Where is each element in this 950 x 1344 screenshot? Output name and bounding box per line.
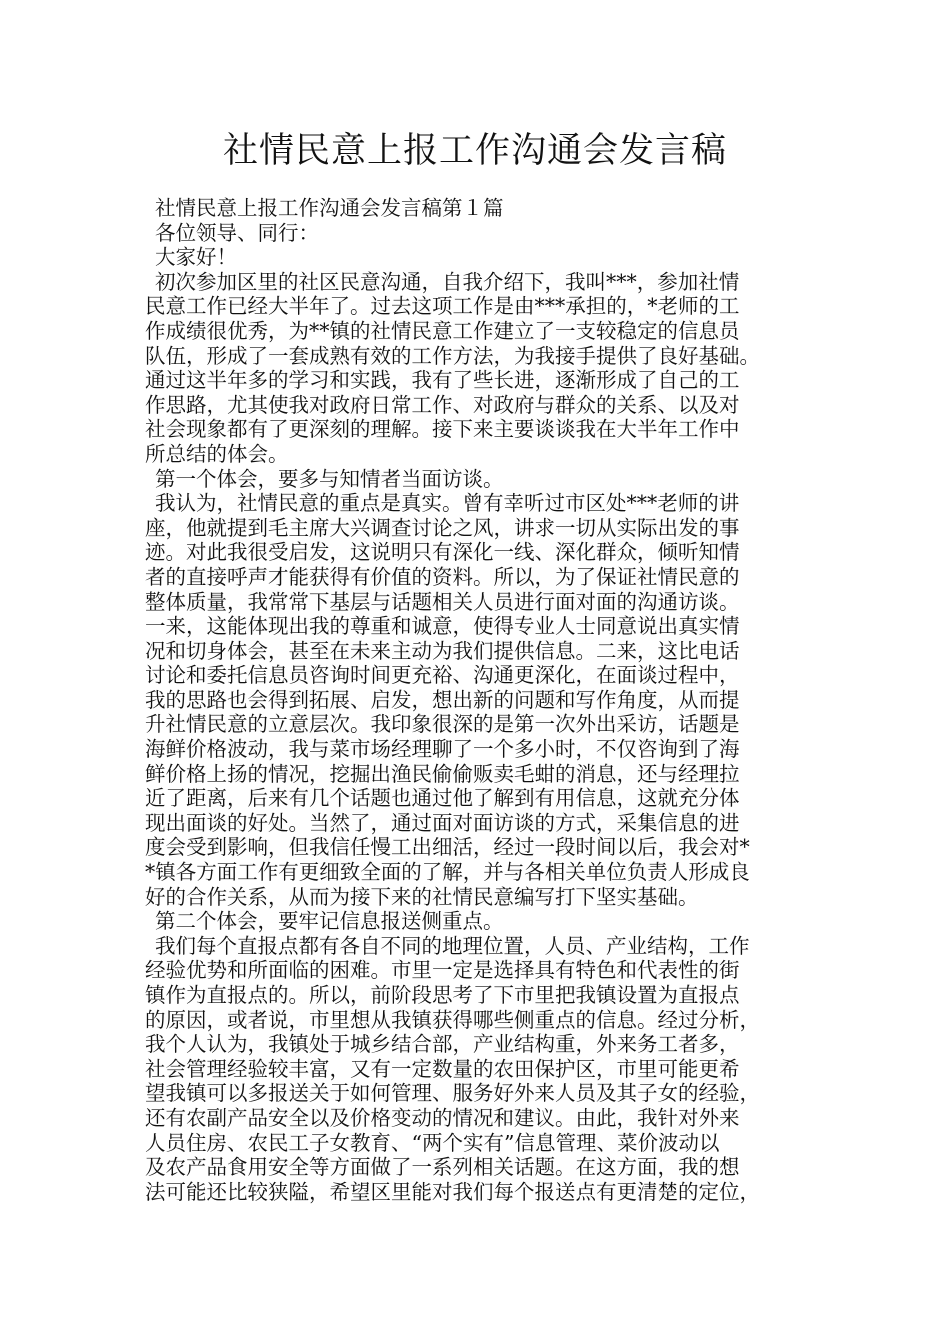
body-line: 初次参加区里的社区民意沟通，自我介绍下，我叫***，参加社情 — [155, 269, 740, 294]
document-title: 社情民意上报工作沟通会发言稿 — [222, 131, 727, 171]
body-line: 社会现象都有了更深刻的理解。接下来主要谈谈我在大半年工作中 — [145, 417, 740, 442]
body-line: 法可能还比较狭隘，希望区里能对我们每个报送点有更清楚的定位， — [145, 1179, 760, 1204]
body-line: 作思路，尤其使我对政府日常工作、对政府与群众的关系、以及对 — [145, 392, 740, 417]
body-line: 及农产品食用安全等方面做了一系列相关话题。在这方面，我的想 — [145, 1155, 740, 1180]
body-line: 我们每个直报点都有各自不同的地理位置，人员、产业结构，工作 — [155, 933, 750, 958]
body-line: 者的直接呼声才能获得有价值的资料。所以，为了保证社情民意的 — [145, 564, 740, 589]
body-line: 迹。对此我很受启发，这说明只有深化一线、深化群众，倾听知情 — [145, 540, 740, 565]
body-line: 队伍，形成了一套成熟有效的工作方法，为我接手提供了良好基础。 — [145, 343, 760, 368]
body-line: 升社情民意的立意层次。我印象很深的是第一次外出采访，话题是 — [145, 712, 740, 737]
body-line: 的原因，或者说，市里想从我镇获得哪些侧重点的信息。经过分析， — [145, 1007, 760, 1032]
body-line: 还有农副产品安全以及价格变动的情况和建议。由此，我针对外来 — [145, 1105, 740, 1130]
body-line: 度会受到影响，但我信任慢工出细活，经过一段时间以后，我会对* — [145, 835, 750, 860]
body-line: *镇各方面工作有更细致全面的了解，并与各相关单位负责人形成良 — [145, 860, 750, 885]
body-line: 一来，这能体现出我的尊重和诚意，使得专业人士同意说出真实情 — [145, 614, 740, 639]
body-line: 我认为，社情民意的重点是真实。曾有幸听过市区处***老师的讲 — [155, 491, 740, 516]
body-line: 镇作为直报点的。所以，前阶段思考了下市里把我镇设置为直报点 — [145, 983, 740, 1007]
body-line: 民意工作已经大半年了。过去这项工作是由***承担的，*老师的工 — [145, 294, 740, 319]
body-line: 我个人认为，我镇处于城乡结合部，产业结构重，外来务工者多， — [145, 1032, 740, 1057]
body-line: 第一个体会，要多与知情者当面访谈。 — [155, 466, 504, 491]
body-line: 大家好！ — [155, 245, 237, 270]
body-line: 作成绩很优秀，为**镇的社情民意工作建立了一支较稳定的信息员 — [145, 318, 740, 343]
body-line: 人员住房、农民工子女教育、“两个实有”信息管理、菜价波动以 — [145, 1130, 720, 1155]
body-line: 通过这半年多的学习和实践，我有了些长进，逐渐形成了自己的工 — [145, 368, 740, 393]
body-line: 好的合作关系，从而为接下来的社情民意编写打下坚实基础。 — [145, 884, 699, 909]
body-line: 况和切身体会，甚至在未来主动为我们提供信息。二来，这比电话 — [145, 638, 740, 663]
body-line: 鲜价格上扬的情况，挖掘出渔民偷偷贩卖毛蚶的消息，还与经理拉 — [145, 761, 740, 786]
body-line: 各位领导、同行： — [155, 220, 319, 245]
body-line: 社情民意上报工作沟通会发言稿第１篇 — [155, 196, 504, 220]
body-line: 讨论和委托信息员咨询时间更充裕、沟通更深化，在面谈过程中， — [145, 663, 740, 688]
body-line: 现出面谈的好处。当然了，通过面对面访谈的方式，采集信息的进 — [145, 810, 740, 835]
body-line: 社会管理经验较丰富，又有一定数量的农田保护区，市里可能更希 — [145, 1056, 740, 1081]
body-line: 整体质量，我常常下基层与话题相关人员进行面对面的沟通访谈。 — [145, 589, 740, 614]
body-line: 我的思路也会得到拓展、启发，想出新的问题和写作角度，从而提 — [145, 687, 740, 712]
body-line: 第二个体会，要牢记信息报送侧重点。 — [155, 909, 504, 934]
body-line: 望我镇可以多报送关于如何管理、服务好外来人员及其子女的经验， — [145, 1081, 760, 1106]
body-line: 近了距离，后来有几个话题也通过他了解到有用信息，这就充分体 — [145, 786, 740, 811]
document-body — [145, 196, 817, 1204]
body-line: 所总结的体会。 — [145, 441, 289, 466]
body-line: 座，他就提到毛主席大兴调查讨论之风，讲求一切从实际出发的事 — [145, 515, 740, 540]
body-line: 海鲜价格波动，我与菜市场经理聊了一个多小时，不仅咨询到了海 — [145, 737, 740, 762]
body-line: 经验优势和所面临的困难。市里一定是选择具有特色和代表性的街 — [145, 958, 740, 983]
